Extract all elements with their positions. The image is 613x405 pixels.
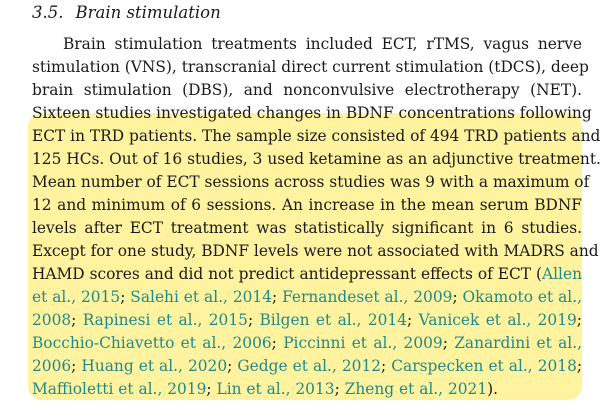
text-segment: Sixteen studies investigated changes in BDNF concentrations following <box>32 104 592 122</box>
citation-link[interactable]: Gedge et al., 2012 <box>237 357 382 375</box>
citation-link[interactable]: Allen <box>542 265 582 283</box>
text-segment: ; <box>206 380 217 398</box>
text-segment: levels after ECT treatment was statistically significant in 6 studies. <box>32 219 582 237</box>
citation-link[interactable]: et al., 2015 <box>32 288 121 306</box>
section-heading <box>32 3 221 22</box>
text-line <box>32 83 582 98</box>
text-segment: 125 HCs. Out of 16 studies, 3 used ketamine as an adjunctive treatment. <box>32 150 601 168</box>
text-segment: ; <box>576 311 582 329</box>
text-line <box>63 37 582 52</box>
citation-link[interactable]: Piccinni et al., 2009 <box>283 334 443 352</box>
citation-link[interactable]: Maffioletti et al., 2019 <box>32 380 207 398</box>
text-line <box>32 127 601 145</box>
text-segment: ; <box>71 357 82 375</box>
text-segment: Mean number of ECT sessions across studies was 9 with a maximum of <box>32 173 590 191</box>
text-line <box>32 359 582 374</box>
text-line <box>32 221 582 236</box>
text-segment: ; <box>271 288 283 306</box>
text-segment: ; <box>227 357 238 375</box>
text-line <box>32 267 582 282</box>
text-segment: ; <box>247 311 260 329</box>
text-segment: HAMD scores and did not predict antidepressant effects of ECT ( <box>32 265 543 283</box>
text-line <box>32 290 582 305</box>
text-line <box>32 382 498 397</box>
text-segment: ; <box>452 288 463 306</box>
text-segment: ; <box>381 357 392 375</box>
citation-link[interactable]: Okamoto et al., <box>462 288 582 306</box>
text-segment: ; <box>334 380 345 398</box>
text-line <box>32 173 590 191</box>
text-line <box>32 336 582 351</box>
citation-link[interactable]: Carspecken et al., 2018 <box>391 357 577 375</box>
text-segment: 12 and minimum of 6 sessions. An increase in the mean serum BDNF <box>32 196 582 214</box>
citation-link[interactable]: Bocchio-Chiavetto et al., 2006 <box>32 334 272 352</box>
text-line <box>32 150 601 168</box>
text-segment: stimulation (VNS), transcranial direct current stimulation (tDCS), deep <box>32 58 589 76</box>
citation-link[interactable]: Fernandeset al., 2009 <box>282 288 453 306</box>
citation-link[interactable]: 2008 <box>32 311 72 329</box>
citation-link[interactable]: 2006 <box>32 357 72 375</box>
text-segment: Brain stimulation treatments included ECT, rTMS, vagus nerve <box>63 35 582 53</box>
citation-link[interactable]: Huang et al., 2020 <box>81 357 228 375</box>
text-segment: ; <box>71 311 83 329</box>
text-line <box>32 104 592 122</box>
citation-link[interactable]: Zanardini et al., <box>454 334 582 352</box>
text-segment: ECT in TRD patients. The sample size consisted of 494 TRD patients and <box>32 127 601 145</box>
section-title: Brain stimulation <box>75 3 221 22</box>
text-line <box>32 313 582 328</box>
text-segment: ; <box>442 334 455 352</box>
citation-link[interactable]: Lin et al., 2013 <box>216 380 335 398</box>
text-line <box>32 58 589 76</box>
text-segment: ; <box>120 288 131 306</box>
text-line <box>32 198 582 213</box>
text-segment: brain stimulation (DBS), and nonconvulsive electrotherapy (NET). <box>32 81 582 99</box>
citation-link[interactable]: Bilgen et al., 2014 <box>259 311 407 329</box>
text-segment: ; <box>271 334 284 352</box>
text-segment: ; <box>407 311 419 329</box>
text-line <box>32 242 599 260</box>
text-segment: Except for one study, BDNF levels were not associated with MADRS and <box>32 242 599 260</box>
citation-link[interactable]: Vanicek et al., 2019 <box>418 311 577 329</box>
citation-link[interactable]: Rapinesi et al., 2015 <box>82 311 248 329</box>
section-number: 3.5. <box>32 3 64 22</box>
citation-link[interactable]: Salehi et al., 2014 <box>130 288 272 306</box>
citation-link[interactable]: Zheng et al., 2021 <box>344 380 488 398</box>
text-segment: ; <box>576 357 583 375</box>
text-segment: ). <box>487 380 499 398</box>
